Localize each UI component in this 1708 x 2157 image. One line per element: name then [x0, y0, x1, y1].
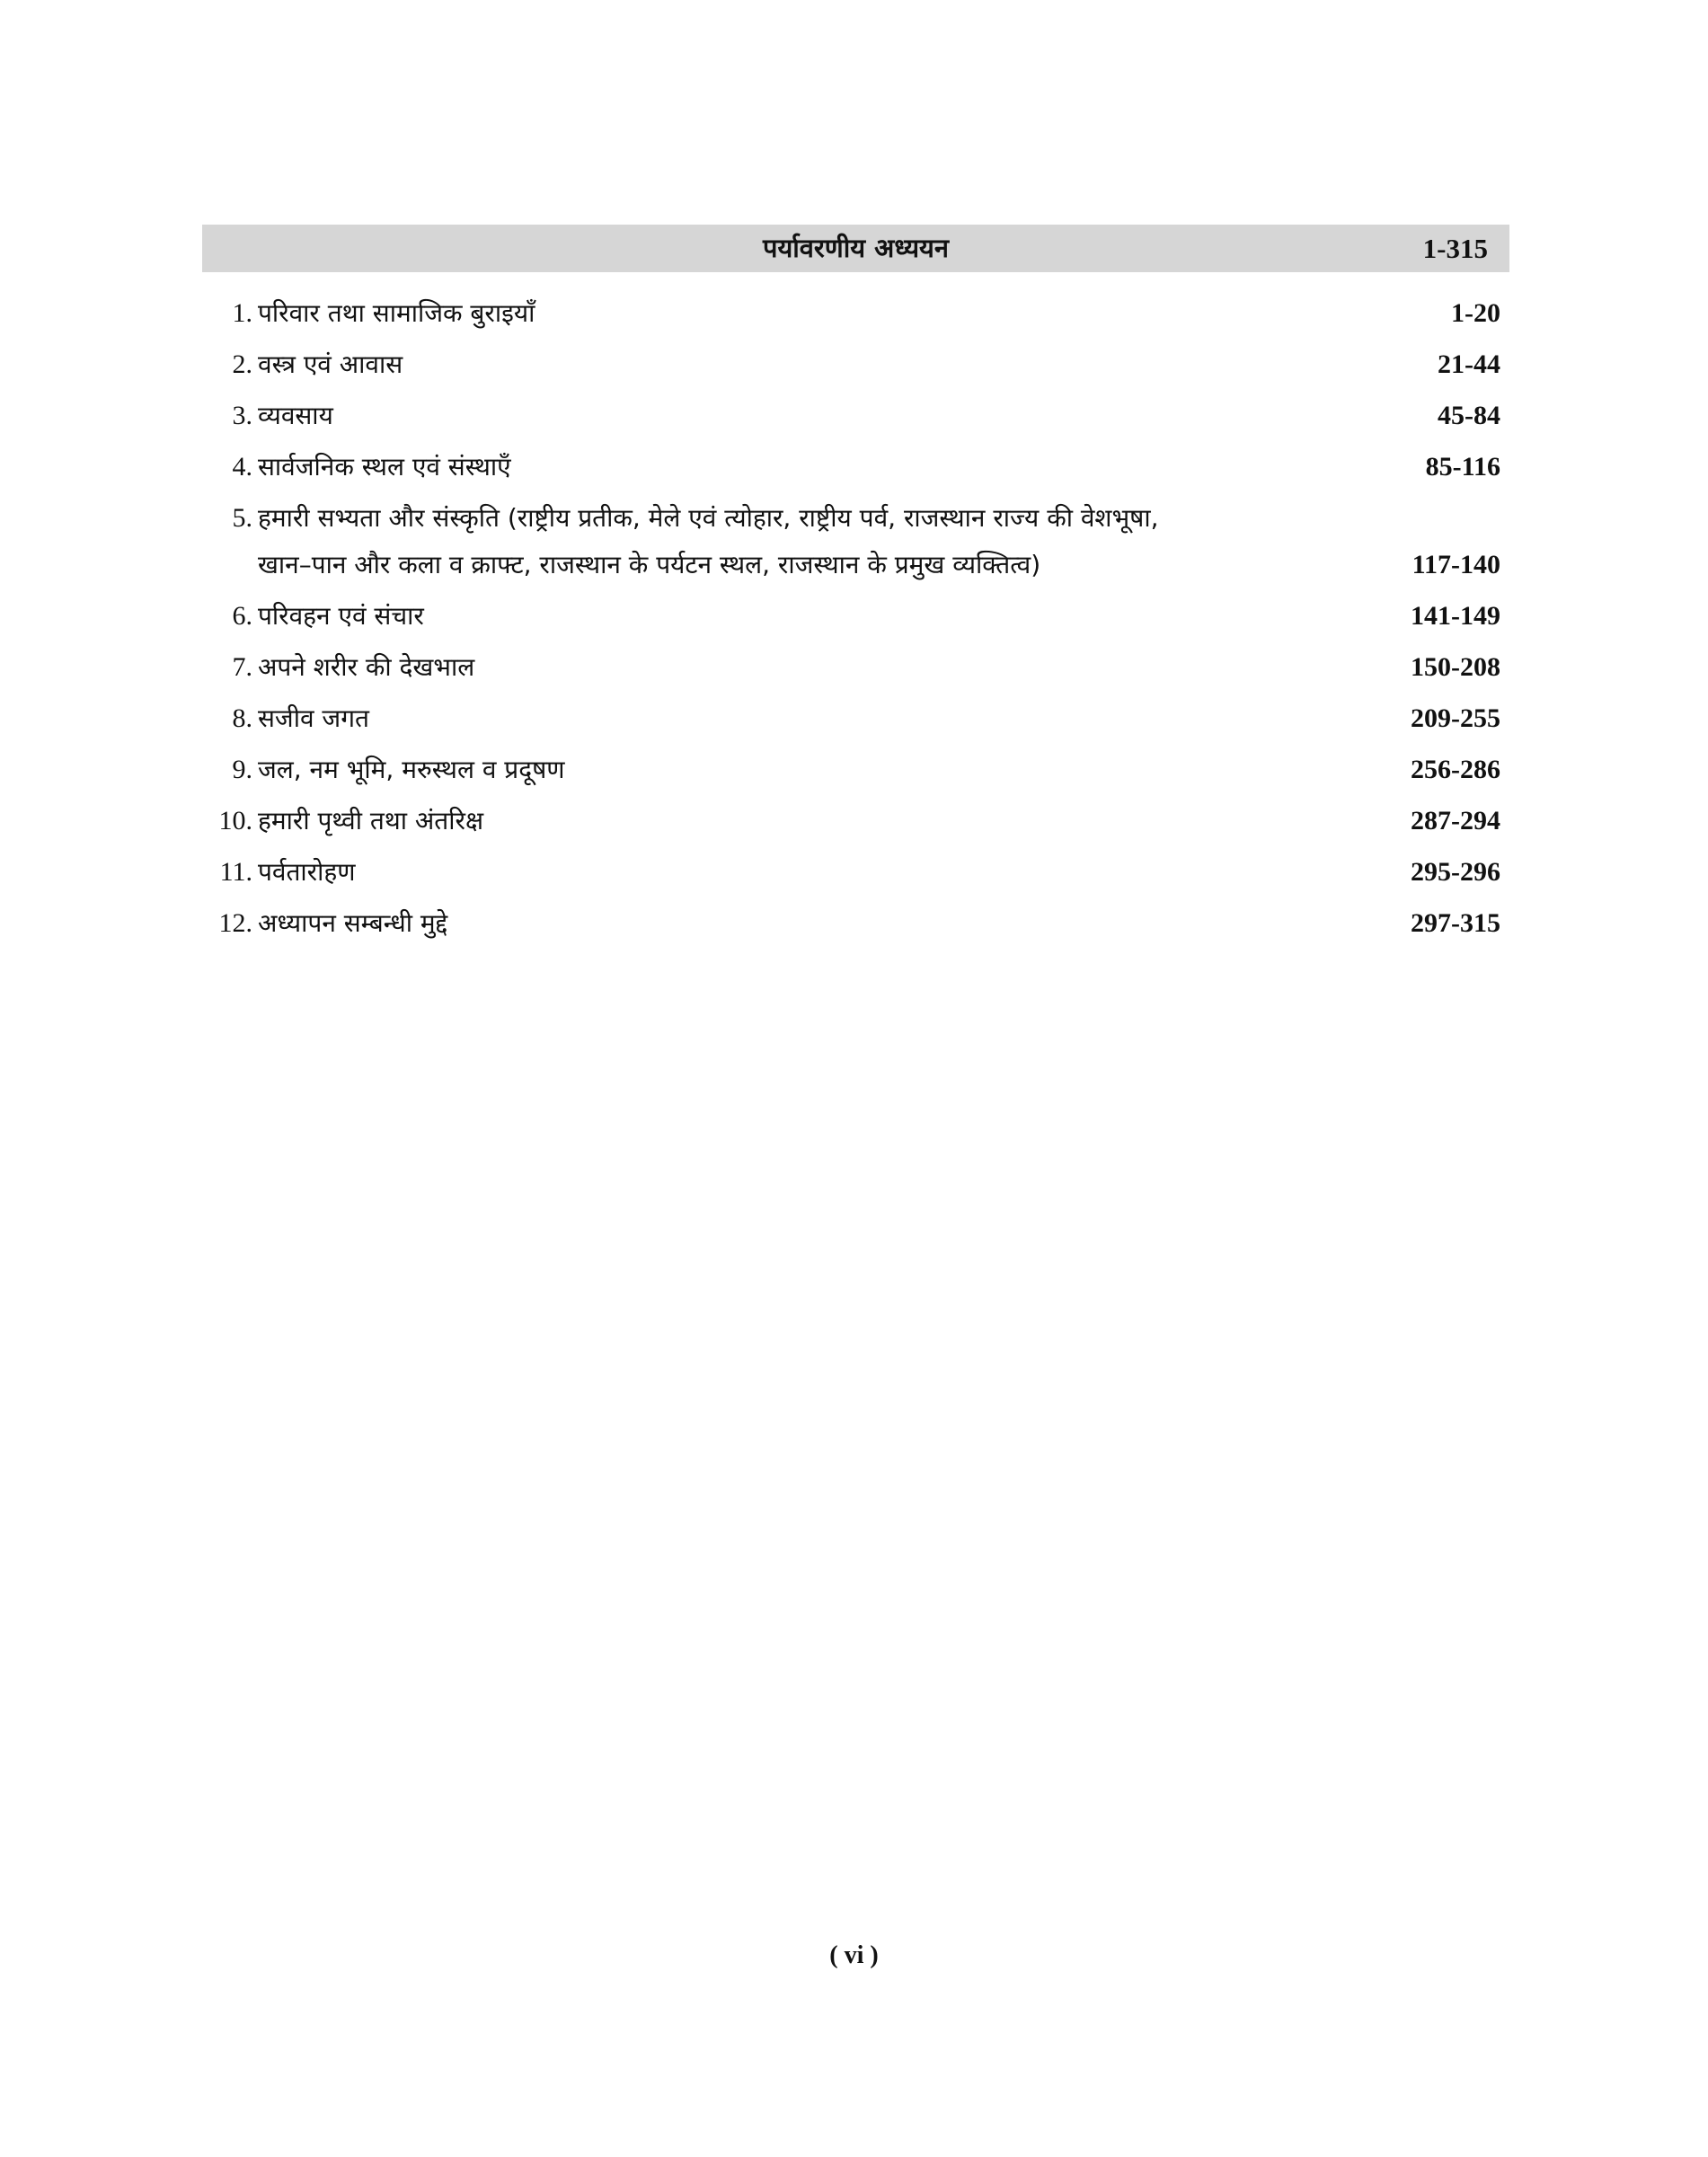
toc-item-pages: 141-149	[1411, 601, 1500, 631]
toc-item-number: 3.	[232, 401, 252, 430]
table-of-contents	[202, 294, 1500, 955]
toc-item-title: व्यवसाय	[258, 401, 333, 430]
toc-item-number: 9.	[232, 755, 252, 784]
toc-item	[202, 648, 1500, 686]
toc-item-pages: 150-208	[1411, 652, 1500, 682]
toc-item-number: 12.	[218, 908, 252, 938]
toc-item-number: 11.	[219, 857, 252, 887]
toc-item-pages: 117-140	[1412, 550, 1500, 579]
toc-item	[202, 396, 1500, 435]
toc-item-pages: 297-315	[1411, 908, 1500, 938]
toc-item-pages: 295-296	[1411, 857, 1500, 887]
toc-item-title-continued: खान–पान और कला व क्राफ्ट, राजस्थान के पर्यटन स्थल, राजस्थान के प्रमुख व्यक्तित्व)	[258, 550, 1041, 579]
toc-item-title: अध्यापन सम्बन्धी मुद्दे	[258, 908, 448, 938]
toc-item-title: अपने शरीर की देखभाल	[258, 652, 475, 682]
toc-item-title: हमारी पृथ्वी तथा अंतरिक्ष	[258, 806, 484, 835]
toc-item-pages: 21-44	[1438, 349, 1500, 379]
toc-item-pages: 45-84	[1438, 401, 1500, 430]
page-number: ( vi )	[829, 1941, 879, 1969]
toc-item-pages: 85-116	[1425, 452, 1500, 482]
toc-item-number: 8.	[232, 703, 252, 733]
section-title: पर्यावरणीय अध्ययन	[763, 233, 949, 263]
toc-item-number: 2.	[232, 349, 252, 379]
toc-item	[202, 499, 1500, 584]
toc-item-title: जल, नम भूमि, मरुस्थल व प्रदूषण	[258, 755, 565, 784]
toc-item-title: वस्त्र एवं आवास	[258, 349, 403, 379]
toc-item-number: 5.	[232, 503, 252, 533]
toc-item-pages: 209-255	[1411, 703, 1500, 733]
toc-item	[202, 447, 1500, 486]
section-page-range: 1-315	[1422, 233, 1488, 264]
toc-item	[202, 750, 1500, 789]
toc-item-title: सार्वजनिक स्थल एवं संस्थाएँ	[258, 452, 511, 482]
toc-item	[202, 699, 1500, 738]
toc-item	[202, 597, 1500, 635]
toc-item	[202, 904, 1500, 942]
toc-item-title: हमारी सभ्यता और संस्कृति (राष्ट्रीय प्रतीक, मेले एवं त्योहार, राष्ट्रीय पर्व, राजस्थान राज्य की वेशभूषा,	[258, 503, 1159, 533]
toc-item-title: परिवार तथा सामाजिक बुराइयाँ	[258, 298, 535, 328]
toc-item	[202, 294, 1500, 332]
toc-item-number: 1.	[232, 298, 252, 328]
toc-item-pages: 1-20	[1451, 298, 1500, 328]
section-header	[202, 225, 1509, 272]
toc-item-number: 4.	[232, 452, 252, 482]
toc-item-pages: 287-294	[1411, 806, 1500, 835]
toc-item	[202, 801, 1500, 840]
toc-item-title: सजीव जगत	[258, 703, 369, 733]
toc-item-title: पर्वतारोहण	[258, 857, 356, 887]
toc-item-number: 6.	[232, 601, 252, 631]
toc-item-title: परिवहन एवं संचार	[258, 601, 424, 631]
toc-item	[202, 853, 1500, 891]
toc-item-pages: 256-286	[1411, 755, 1500, 784]
toc-item-number: 7.	[232, 652, 252, 682]
toc-item-number: 10.	[218, 806, 252, 835]
toc-item	[202, 345, 1500, 384]
